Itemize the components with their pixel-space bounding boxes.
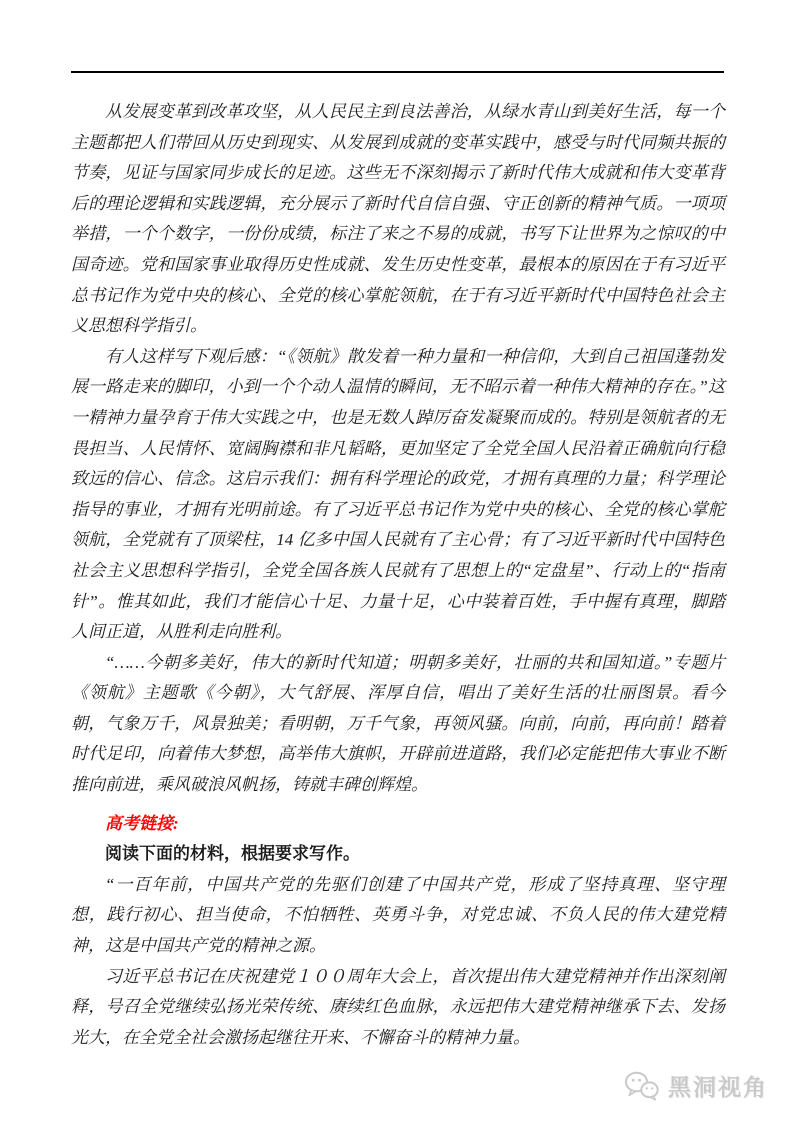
writing-instruction-line: 阅读下面的材料，根据要求写作。 (105, 844, 360, 864)
paragraph-founding-spirit: “一百年前，中国共产党的先驱们创建了中国共产党，形成了坚持真理、坚守理想，践行初心、担当使命，不怕牺牲、英勇斗争，对党忠诚、不负人民的伟大建党精神，这是中国共产党的精神之源。 (71, 874, 725, 956)
gaokao-link-heading: 高考链接: (105, 813, 179, 833)
watermark (624, 1069, 768, 1102)
wechat-logo-icon (624, 1071, 660, 1101)
paragraph-viewer-impression: 有人这样写下观后感：“《领航》散发着一种力量和一种信仰，大到自己祖国蓬勃发展一路走来的脚印，小到一个个动人温情的瞬间，无不昭示着一种伟大精神的存在。”这一精神力量孕育于伟大实践之中，也是无数人踔厉奋发凝聚而成的。特别是领航者的无畏担当、人民情怀、宽阔胸襟和非凡韬略，更加坚定了全党全国人民沿着正确航向行稳致远的信心、信念。这启示我们：拥有科学理论的政党，才拥有真理的力量；科学理论指导的事业，才拥有光明前途。有了习近平总书记作为党中央的核心、全党的核心掌舵领航，全党就有了顶梁柱，14 亿多中国人民就有了主心骨；有了习近平新时代中国特色社会主义思想科学指引，全党全国各族人民就有了思想上的“定盘星”、行动上的“指南针”。惟其如此，我们才能信心十足、力量十足，心中装着百姓，手中握有真理，脚踏人间正道，从胜利走向胜利。 (71, 346, 725, 642)
header-rule (71, 71, 724, 73)
watermark-label: 黑洞视角 (668, 1074, 768, 1100)
document-body (71, 97, 725, 1053)
paragraph-development-reform: 从发展变革到改革攻坚，从人民民主到良法善治，从绿水青山到美好生活，每一个主题都把人们带回从历史到现实、从发展到成就的变革实践中，感受与时代同频共振的节奏，见证与国家同步成长的足迹。这些无不深刻揭示了新时代伟大成就和伟大变革背后的理论逻辑和实践逻辑，充分展示了新时代自信自强、守正创新的精神气质。一项项举措，一个个数字，一份份成绩，标注了来之不易的成就，书写下让世界为之惊叹的中国奇迹。党和国家事业取得历史性成就、发生历史性变革，最根本的原因在于有习近平总书记作为党中央的核心、全党的核心掌舵领航，在于有习近平新时代中国特色社会主义思想科学指引。 (71, 102, 725, 336)
paragraph-centenary-speech: 习近平总书记在庆祝建党１００周年大会上，首次提出伟大建党精神并作出深刻阐释，号召全党继续弘扬光荣传统、赓续红色血脉，永远把伟大建党精神继承下去、发扬光大，在全党全社会激扬起继往开来、不懈奋斗的精神力量。 (71, 966, 725, 1047)
paragraph-theme-song: “……今朝多美好，伟大的新时代知道；明朝多美好，壮丽的共和国知道。”专题片《领航》主题歌《今朝》，大气舒展、浑厚自信，唱出了美好生活的壮丽图景。看今朝，气象万千，风景独美；看明朝，万千气象，再领风骚。向前，向前，再向前！踏着时代足印，向着伟大梦想，高举伟大旗帜，开辟前进道路，我们必定能把伟大事业不断推向前进，乘风破浪风帆扬，铸就丰碑创辉煌。 (71, 652, 725, 795)
